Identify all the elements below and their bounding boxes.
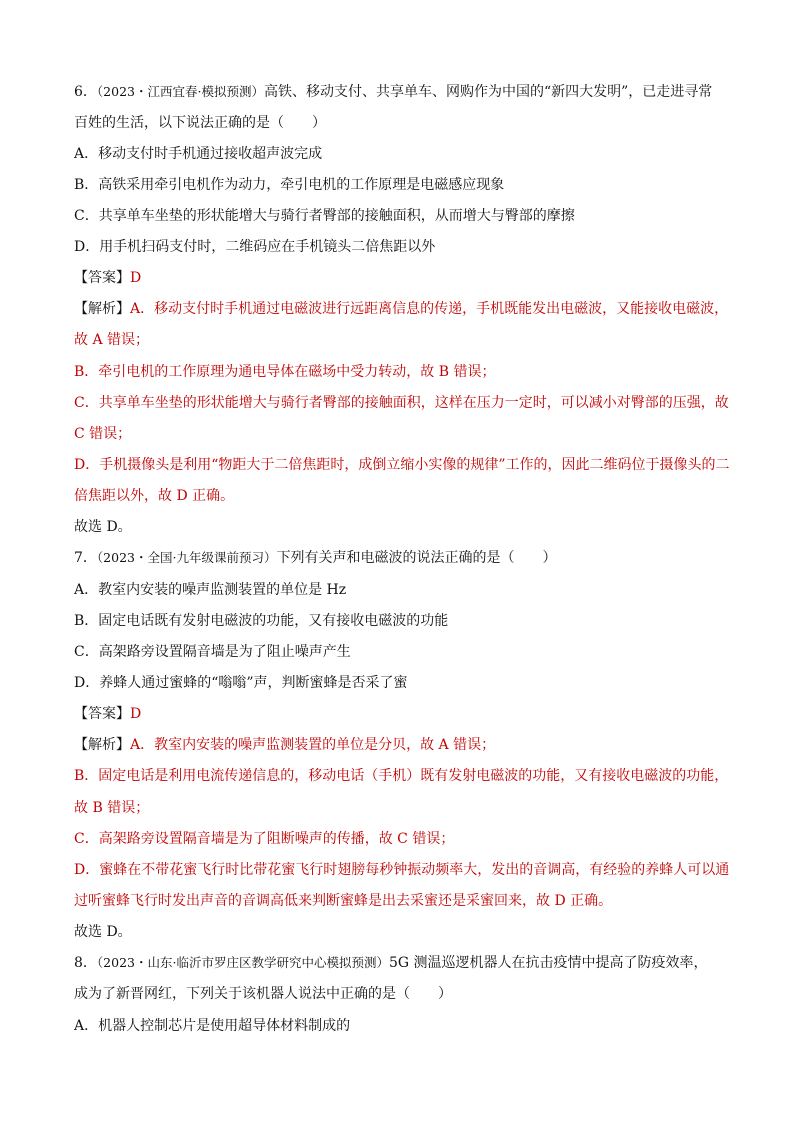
question-6-analysis-line-4: C．共享单车坐垫的形状能增大与骑行者臀部的接触面积，这样在压力一定时，可以减小对臀部的压强，故 (74, 395, 729, 411)
question-stem: 下列有关声和电磁波的说法正确的是（ ） (276, 550, 557, 566)
question-6-stem-line-2: 百姓的生活，以下说法正确的是（ ） (74, 115, 326, 131)
question-8-stem-line-2: 成为了新晋网红，下列关于该机器人说法中正确的是（ ） (74, 986, 452, 1002)
question-6-option-b: B．高铁采用牵引电机作为动力，牵引电机的工作原理是电磁感应现象 (74, 177, 505, 193)
question-6-stem-line-1 (74, 82, 734, 102)
question-7-option-c: C．高架路旁设置隔音墙是为了阻止噪声产生 (74, 644, 351, 660)
question-6-analysis-line-5: C 错误； (74, 426, 132, 442)
analysis-text: A．移动支付时手机通过电磁波进行远距离信息的传递，手机既能发出电磁波，又能接收电磁波， (130, 301, 729, 317)
answer-label: 【答案】 (74, 706, 130, 722)
question-stem: 5G 测温巡逻机器人在抗击疫情中提高了防疫效率， (388, 955, 708, 971)
question-6-analysis-line-1 (74, 299, 734, 319)
answer-value: D (130, 706, 142, 722)
question-6-analysis-line-6: D．手机摄像头是利用“物距大于二倍焦距时，成倒立缩小实像的规律”工作的，因此二维码位于摄像头的二 (74, 457, 730, 473)
question-8-option-a: A．机器人控制芯片是使用超导体材料制成的 (74, 1018, 351, 1034)
answer-label: 【答案】 (74, 270, 130, 286)
question-source: （2023・江西宜春·模拟预测） (96, 84, 264, 99)
question-6-analysis-line-2: 故 A 错误； (74, 332, 150, 348)
question-source: （2023・山东·临沂市罗庄区教学研究中心模拟预测） (96, 955, 389, 970)
question-7-analysis-line-3: 故 B 错误； (74, 800, 150, 816)
question-7-analysis-line-6: 过听蜜蜂飞行时发出声音的音调高低来判断蜜蜂是出去采蜜还是采蜜回来，故 D 正确。 (74, 893, 613, 909)
question-number: 6． (74, 84, 97, 100)
question-7-analysis-line-5: D．蜜蜂在不带花蜜飞行时比带花蜜飞行时翅膀每秒钟振动频率大，发出的音调高，有经验的养蜂人可以通 (74, 862, 730, 878)
question-number: 7． (74, 550, 97, 566)
question-number: 8． (74, 955, 97, 971)
question-7-option-d: D．养蜂人通过蜜蜂的“嗡嗡”声，判断蜜蜂是否采了蜜 (74, 675, 408, 691)
question-6-analysis-line-7: 倍焦距以外，故 D 正确。 (74, 488, 235, 504)
question-stem: 高铁、移动支付、共享单车、网购作为中国的“新四大发明”，已走进寻常 (263, 84, 713, 100)
question-7-analysis-line-4: C．高架路旁设置隔音墙是为了阻断噪声的传播，故 C 错误； (74, 831, 455, 847)
question-6-conclusion: 故选 D。 (74, 519, 132, 535)
answer-value: D (130, 270, 142, 286)
question-7-conclusion: 故选 D。 (74, 924, 132, 940)
question-6-answer (74, 268, 734, 288)
question-7-option-b: B．固定电话既有发射电磁波的功能，又有接收电磁波的功能 (74, 613, 449, 629)
question-source: （2023・全国·九年级课前预习） (96, 550, 277, 565)
question-6-option-c: C．共享单车坐垫的形状能增大与骑行者臀部的接触面积，从而增大与臀部的摩擦 (74, 208, 575, 224)
question-6-option-d: D．用手机扫码支付时，二维码应在手机镜头二倍焦距以外 (74, 239, 436, 255)
question-8-stem-line-1 (74, 953, 734, 973)
question-7-answer (74, 704, 734, 724)
question-7-analysis-line-2: B．固定电话是利用电流传递信息的，移动电话（手机）既有发射电磁波的功能，又有接收电磁波的功能， (74, 768, 729, 784)
analysis-label: 【解析】 (74, 737, 130, 753)
question-7-analysis-line-1 (74, 735, 734, 755)
question-6-analysis-line-3: B．牵引电机的工作原理为通电导体在磁场中受力转动，故 B 错误； (74, 364, 496, 380)
question-7-option-a: A．教室内安装的噪声监测装置的单位是 Hz (74, 582, 347, 598)
analysis-label: 【解析】 (74, 301, 130, 317)
question-7-stem-line-1 (74, 548, 734, 568)
analysis-text: A．教室内安装的噪声监测装置的单位是分贝，故 A 错误； (130, 737, 496, 753)
question-6-option-a: A．移动支付时手机通过接收超声波完成 (74, 146, 323, 162)
